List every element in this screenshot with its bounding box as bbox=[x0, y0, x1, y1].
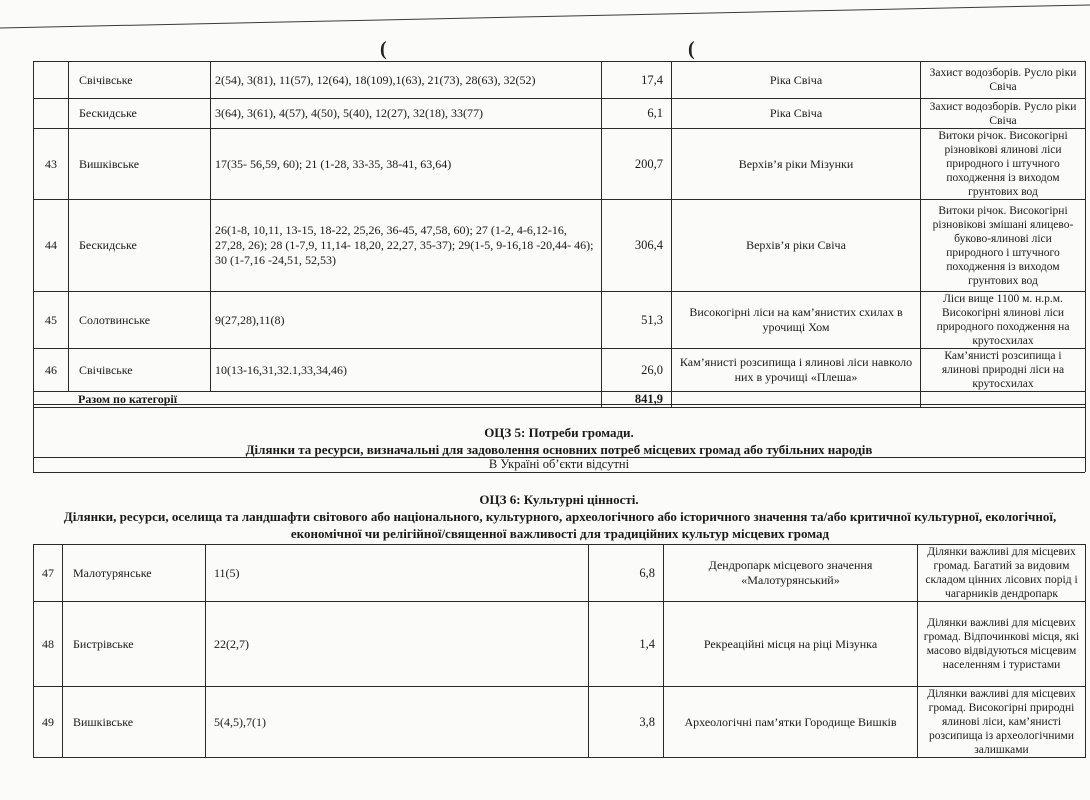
object-description: Кам’янисті розсипища і ялинові ліси навколо них в урочищі «Плеша» bbox=[672, 349, 921, 392]
hcv5-subtitle: Ділянки та ресурси, визначальні для задоволення основних потреб місцевих громад або тубільних народів bbox=[245, 442, 873, 457]
object-description: Ріка Свіча bbox=[672, 62, 921, 99]
hcv5-title: ОЦЗ 5: Потреби громади. bbox=[484, 425, 634, 440]
area-value: 306,4 bbox=[602, 200, 672, 292]
hcv4-table bbox=[33, 61, 1086, 408]
forestry-name: Вишківське bbox=[63, 687, 206, 758]
divider bbox=[33, 472, 1085, 473]
total-label: Разом по категорії bbox=[34, 392, 602, 408]
criteria-text: Витоки річок. Високогірні різновікові змішані ялицево-буково-ялинові ліси природного і штучного походження із виходом грунтових вод bbox=[921, 200, 1086, 292]
divider bbox=[33, 404, 1085, 405]
criteria-text: Захист водозборів. Русло ріки Свіча bbox=[921, 99, 1086, 129]
hole-punch-mark: ( bbox=[688, 38, 695, 60]
area-value: 6,8 bbox=[589, 545, 664, 602]
criteria-text: Ділянки важливі для місцевих громад. Багатий за видовим складом цінних лісових порід і чагарників дендропарк bbox=[918, 545, 1086, 602]
area-value: 51,3 bbox=[602, 292, 672, 349]
forestry-name: Солотвинське bbox=[69, 292, 211, 349]
plot-list: 5(4,5),7(1) bbox=[206, 687, 589, 758]
row-number: 44 bbox=[34, 200, 69, 292]
plot-list: 22(2,7) bbox=[206, 602, 589, 687]
table-row bbox=[34, 200, 1086, 292]
row-number: 46 bbox=[34, 349, 69, 392]
area-value: 200,7 bbox=[602, 129, 672, 200]
plot-list: 11(5) bbox=[206, 545, 589, 602]
forestry-name: Свічівське bbox=[69, 349, 211, 392]
row-number: 48 bbox=[34, 602, 63, 687]
plot-list: 9(27,28),11(8) bbox=[211, 292, 602, 349]
plot-list: 3(64), 3(61), 4(57), 4(50), 5(40), 12(27), 32(18), 33(77) bbox=[211, 99, 602, 129]
hcv6-table bbox=[33, 544, 1086, 758]
plot-list: 10(13-16,31,32.1,33,34,46) bbox=[211, 349, 602, 392]
forestry-name: Свічівське bbox=[69, 62, 211, 99]
forestry-name: Бескидське bbox=[69, 200, 211, 292]
area-value: 3,8 bbox=[589, 687, 664, 758]
plot-list: 2(54), 3(81), 11(57), 12(64), 18(109),1(63), 21(73), 28(63), 32(52) bbox=[211, 62, 602, 99]
total-value: 841,9 bbox=[602, 392, 672, 408]
forestry-name: Малотурянське bbox=[63, 545, 206, 602]
total-row bbox=[34, 392, 1086, 408]
area-value: 6,1 bbox=[602, 99, 672, 129]
criteria-text: Захист водозборів. Русло ріки Свіча bbox=[921, 62, 1086, 99]
hcv6-title: ОЦЗ 6: Культурні цінності. bbox=[479, 492, 639, 507]
table-row bbox=[34, 687, 1086, 758]
empty-cell bbox=[672, 392, 921, 408]
row-number: 47 bbox=[34, 545, 63, 602]
criteria-text: Кам’янисті розсипища і ялинові природні ліси на крутосхилах bbox=[921, 349, 1086, 392]
criteria-text: Витоки річок. Високогірні різновікові ялинові ліси природного і штучного походження із виходом грунтових вод bbox=[921, 129, 1086, 200]
row-number: 43 bbox=[34, 129, 69, 200]
row-number bbox=[34, 62, 69, 99]
table-row bbox=[34, 545, 1086, 602]
object-description: Археологічні пам’ятки Городище Вишків bbox=[664, 687, 918, 758]
row-number: 45 bbox=[34, 292, 69, 349]
criteria-text: Ділянки важливі для місцевих громад. Високогірні природні ялинові ліси, кам’янисті розсипища із археологічними залишками bbox=[918, 687, 1086, 758]
forestry-name: Вишківське bbox=[69, 129, 211, 200]
criteria-text: Ділянки важливі для місцевих громад. Відпочинкові місця, які масово відвідуються місцевим населенням і туристами bbox=[918, 602, 1086, 687]
hole-punch-mark: ( bbox=[380, 38, 387, 60]
area-value: 17,4 bbox=[602, 62, 672, 99]
table-row bbox=[34, 99, 1086, 129]
area-value: 1,4 bbox=[589, 602, 664, 687]
object-description: Дендропарк місцевого значення «Малотурянський» bbox=[664, 545, 918, 602]
table-row bbox=[34, 62, 1086, 99]
forestry-name: Бескидське bbox=[69, 99, 211, 129]
forestry-name: Бистрівське bbox=[63, 602, 206, 687]
object-description: Ріка Свіча bbox=[672, 99, 921, 129]
object-description: Верхів’я ріки Мізунки bbox=[672, 129, 921, 200]
row-number bbox=[34, 99, 69, 129]
table-row bbox=[34, 129, 1086, 200]
table-row bbox=[34, 602, 1086, 687]
table-row bbox=[34, 292, 1086, 349]
hcv5-note: В Україні об’єкти відсутні bbox=[488, 457, 630, 471]
row-number: 49 bbox=[34, 687, 63, 758]
hcv6-subtitle: Ділянки, ресурси, оселища та ландшафти світового або національного, культурного, археологічного або історичного значення та/або критичної культурної, екологічної, економічної чи релігійної/священної важливості для традиційних культур місцевих громад bbox=[63, 509, 1057, 541]
divider bbox=[1085, 404, 1086, 472]
table-row bbox=[34, 349, 1086, 392]
area-value: 26,0 bbox=[602, 349, 672, 392]
object-description: Високогірні ліси на кам’янистих схилах в урочищі Хом bbox=[672, 292, 921, 349]
plot-list: 17(35- 56,59, 60); 21 (1-28, 33-35, 38-41, 63,64) bbox=[211, 129, 602, 200]
plot-list: 26(1-8, 10,11, 13-15, 18-22, 25,26, 36-45, 47,58, 60); 27 (1-2, 4-6,12-16, 27,28, 26); 28 (1-7,9, 11,14- 18,20, 22,27, 35-37); 29(1-5, 9-16,18 -20,44- 46); 30 (1-7,16 -24,51, 52,53) bbox=[211, 200, 602, 292]
object-description: Верхів’я ріки Свіча bbox=[672, 200, 921, 292]
object-description: Рекреаційні місця на ріці Мізунка bbox=[664, 602, 918, 687]
empty-cell bbox=[921, 392, 1086, 408]
divider bbox=[33, 404, 34, 472]
criteria-text: Ліси вище 1100 м. н.р.м. Високогірні ялинові ліси природного походження на крутосхилах bbox=[921, 292, 1086, 349]
